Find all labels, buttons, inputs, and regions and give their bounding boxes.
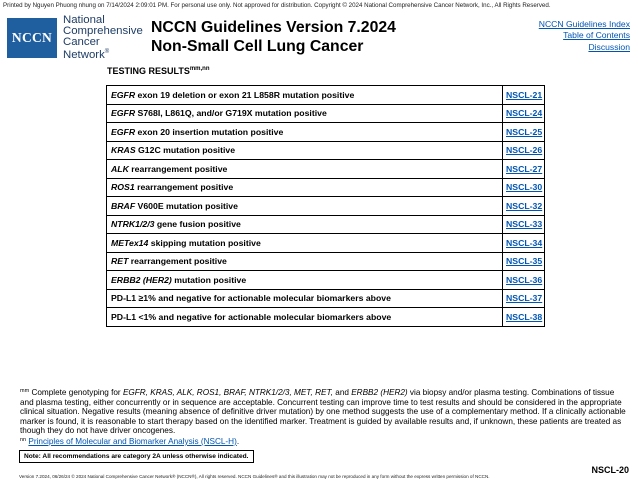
table-row	[107, 86, 545, 105]
gene-name: RET	[111, 256, 129, 267]
nscl-page-link[interactable]: NSCL-38	[506, 311, 543, 322]
footnotes	[20, 387, 628, 447]
nscl-page-link[interactable]: NSCL-27	[506, 163, 543, 174]
gene-name: NTRK1/2/3	[111, 219, 155, 230]
table-row	[107, 160, 545, 179]
nscl-page-link[interactable]: NSCL-32	[506, 200, 543, 211]
print-notice: Printed by Nguyen Phuong nhung on 7/14/2024 2:09:01 PM. For personal use only. Not approved for distribution. Copyright © 2024 National Comprehensive Cancer Network, Inc., All Rights Reserved.	[3, 2, 551, 9]
table-row	[107, 234, 545, 253]
result-text: S768I, L861Q, and/or G719X mutation positive	[135, 108, 327, 119]
gene-name: METex14	[111, 237, 149, 248]
result-description	[107, 86, 503, 105]
top-nav-links	[539, 19, 630, 53]
table-row	[107, 271, 545, 290]
page-reference	[503, 123, 545, 142]
table-row	[107, 308, 545, 327]
section-title: TESTING $RESULTS^{mm,nn}$	[107, 66, 210, 76]
result-text: G12C mutation positive	[135, 145, 236, 156]
page-reference	[503, 234, 545, 253]
result-text: skipping mutation positive	[148, 237, 261, 248]
result-text: PD-L1 ≥1% and negative for actionable molecular biomarkers above	[111, 293, 391, 304]
page-title	[151, 18, 396, 56]
result-text: rearrangement positive	[128, 256, 227, 267]
result-description	[107, 234, 503, 253]
result-text: rearrangement positive	[134, 182, 234, 193]
result-description	[107, 160, 503, 179]
category-note: Note: All recommendations are category 2A unless otherwise indicated.	[19, 450, 254, 463]
nscl-page-link[interactable]: NSCL-37	[506, 293, 543, 304]
guideline-topic: Non-Small Cell Lung Cancer	[151, 38, 364, 55]
result-text: rearrangement positive	[128, 163, 228, 174]
result-description	[107, 289, 503, 308]
nscl-page-link[interactable]: NSCL-36	[506, 274, 543, 285]
result-description	[107, 252, 503, 271]
nscl-page-link[interactable]: NSCL-33	[506, 219, 543, 230]
result-text: gene fusion positive	[154, 219, 241, 230]
page-reference	[503, 271, 545, 290]
table-row	[107, 197, 545, 216]
result-text: mutation positive	[171, 274, 247, 285]
result-text: V600E mutation positive	[135, 200, 238, 211]
table-row	[107, 289, 545, 308]
result-text: PD-L1 <1% and negative for actionable molecular biomarkers above	[111, 311, 392, 322]
footnote-mm: $^{mm}$ Complete genotyping for EGFR, KRAS, ALK, ROS1, BRAF, NTRK1/2/3, MET, RET, and ERBB2 (HER2) via biopsy and/or plasma testing. Combinations of tissue and plasma testing, either concurrently or in sequence are acceptable. Concurrent testing can improve time to test results and should be considered in the appropriate clinical situation. Negative results (meaning absence of definitive driver mutation) by one method suggests the use of a complementary method. If a clinically actionable marker is found, it is reasonable to start therapy based on the identified marker. Treatment is guided by available results and, if unknown, these patients are treated as though they do not have driver oncogenes.	[20, 388, 626, 436]
nccn-logo[interactable]	[7, 15, 143, 61]
page-reference	[503, 104, 545, 123]
page-reference	[503, 308, 545, 327]
section-footnote-ref: mm,nn	[189, 66, 210, 72]
page-id: NSCL-20	[591, 465, 629, 475]
table-of-contents-link[interactable]: Table of Contents	[563, 30, 630, 41]
nscl-page-link[interactable]: NSCL-34	[506, 237, 543, 248]
nscl-page-link[interactable]: NSCL-24	[506, 108, 543, 119]
version-copyright: Version 7.2024, 06/26/24 © 2024 National Comprehensive Cancer Network® (NCCN®), All rights reserved. NCCN Guidelines® and this illustration may not be reproduced in any form without the express written permission of NCCN.	[19, 474, 490, 479]
footnote-nn: $^{nn}$ Principles of Molecular and Biomarker Analysis (NSCL-H).	[20, 436, 240, 446]
table-row	[107, 178, 545, 197]
page-reference	[503, 215, 545, 234]
gene-name: EGFR	[111, 108, 136, 119]
guidelines-index-link[interactable]: NCCN Guidelines Index	[538, 19, 630, 29]
result-text: exon 20 insertion mutation positive	[135, 126, 284, 137]
page-reference	[503, 289, 545, 308]
page-reference	[503, 197, 545, 216]
gene-name: BRAF	[111, 200, 136, 211]
page-reference	[503, 141, 545, 160]
result-description	[107, 123, 503, 142]
table-row	[107, 215, 545, 234]
nscl-page-link[interactable]: NSCL-26	[506, 145, 543, 156]
nscl-page-link[interactable]: NSCL-21	[506, 89, 543, 100]
result-text: exon 19 deletion or exon 21 L858R mutation positive	[135, 89, 355, 100]
table-row	[107, 252, 545, 271]
testing-results-table	[106, 85, 545, 327]
table-row	[107, 141, 545, 160]
guideline-version: NCCN Guidelines Version 7.2024	[151, 19, 396, 36]
nscl-page-link[interactable]: NSCL-35	[506, 256, 543, 267]
page-reference	[503, 160, 545, 179]
result-description	[107, 271, 503, 290]
nscl-page-link[interactable]: NSCL-25	[506, 126, 543, 137]
result-description	[107, 215, 503, 234]
gene-name: KRAS	[111, 145, 136, 156]
page-reference	[503, 252, 545, 271]
nscl-page-link[interactable]: NSCL-30	[506, 182, 543, 193]
result-description	[107, 197, 503, 216]
table-row	[107, 123, 545, 142]
page-reference	[503, 178, 545, 197]
discussion-link[interactable]: Discussion	[588, 41, 630, 52]
result-description	[107, 104, 503, 123]
logo-mark: NCCN	[7, 18, 57, 58]
table-row	[107, 104, 545, 123]
result-description	[107, 308, 503, 327]
gene-name: ALK	[111, 163, 129, 174]
gene-name: ERBB2 (HER2)	[111, 274, 172, 285]
gene-name: EGFR	[111, 126, 136, 137]
result-description	[107, 178, 503, 197]
logo-wordmark: National Comprehensive Cancer Network®	[63, 14, 143, 62]
gene-name: EGFR	[111, 89, 136, 100]
page-reference	[503, 86, 545, 105]
result-description	[107, 141, 503, 160]
gene-name: ROS1	[111, 182, 135, 193]
biomarker-analysis-link[interactable]: Principles of Molecular and Biomarker Analysis (NSCL-H)	[28, 436, 237, 446]
